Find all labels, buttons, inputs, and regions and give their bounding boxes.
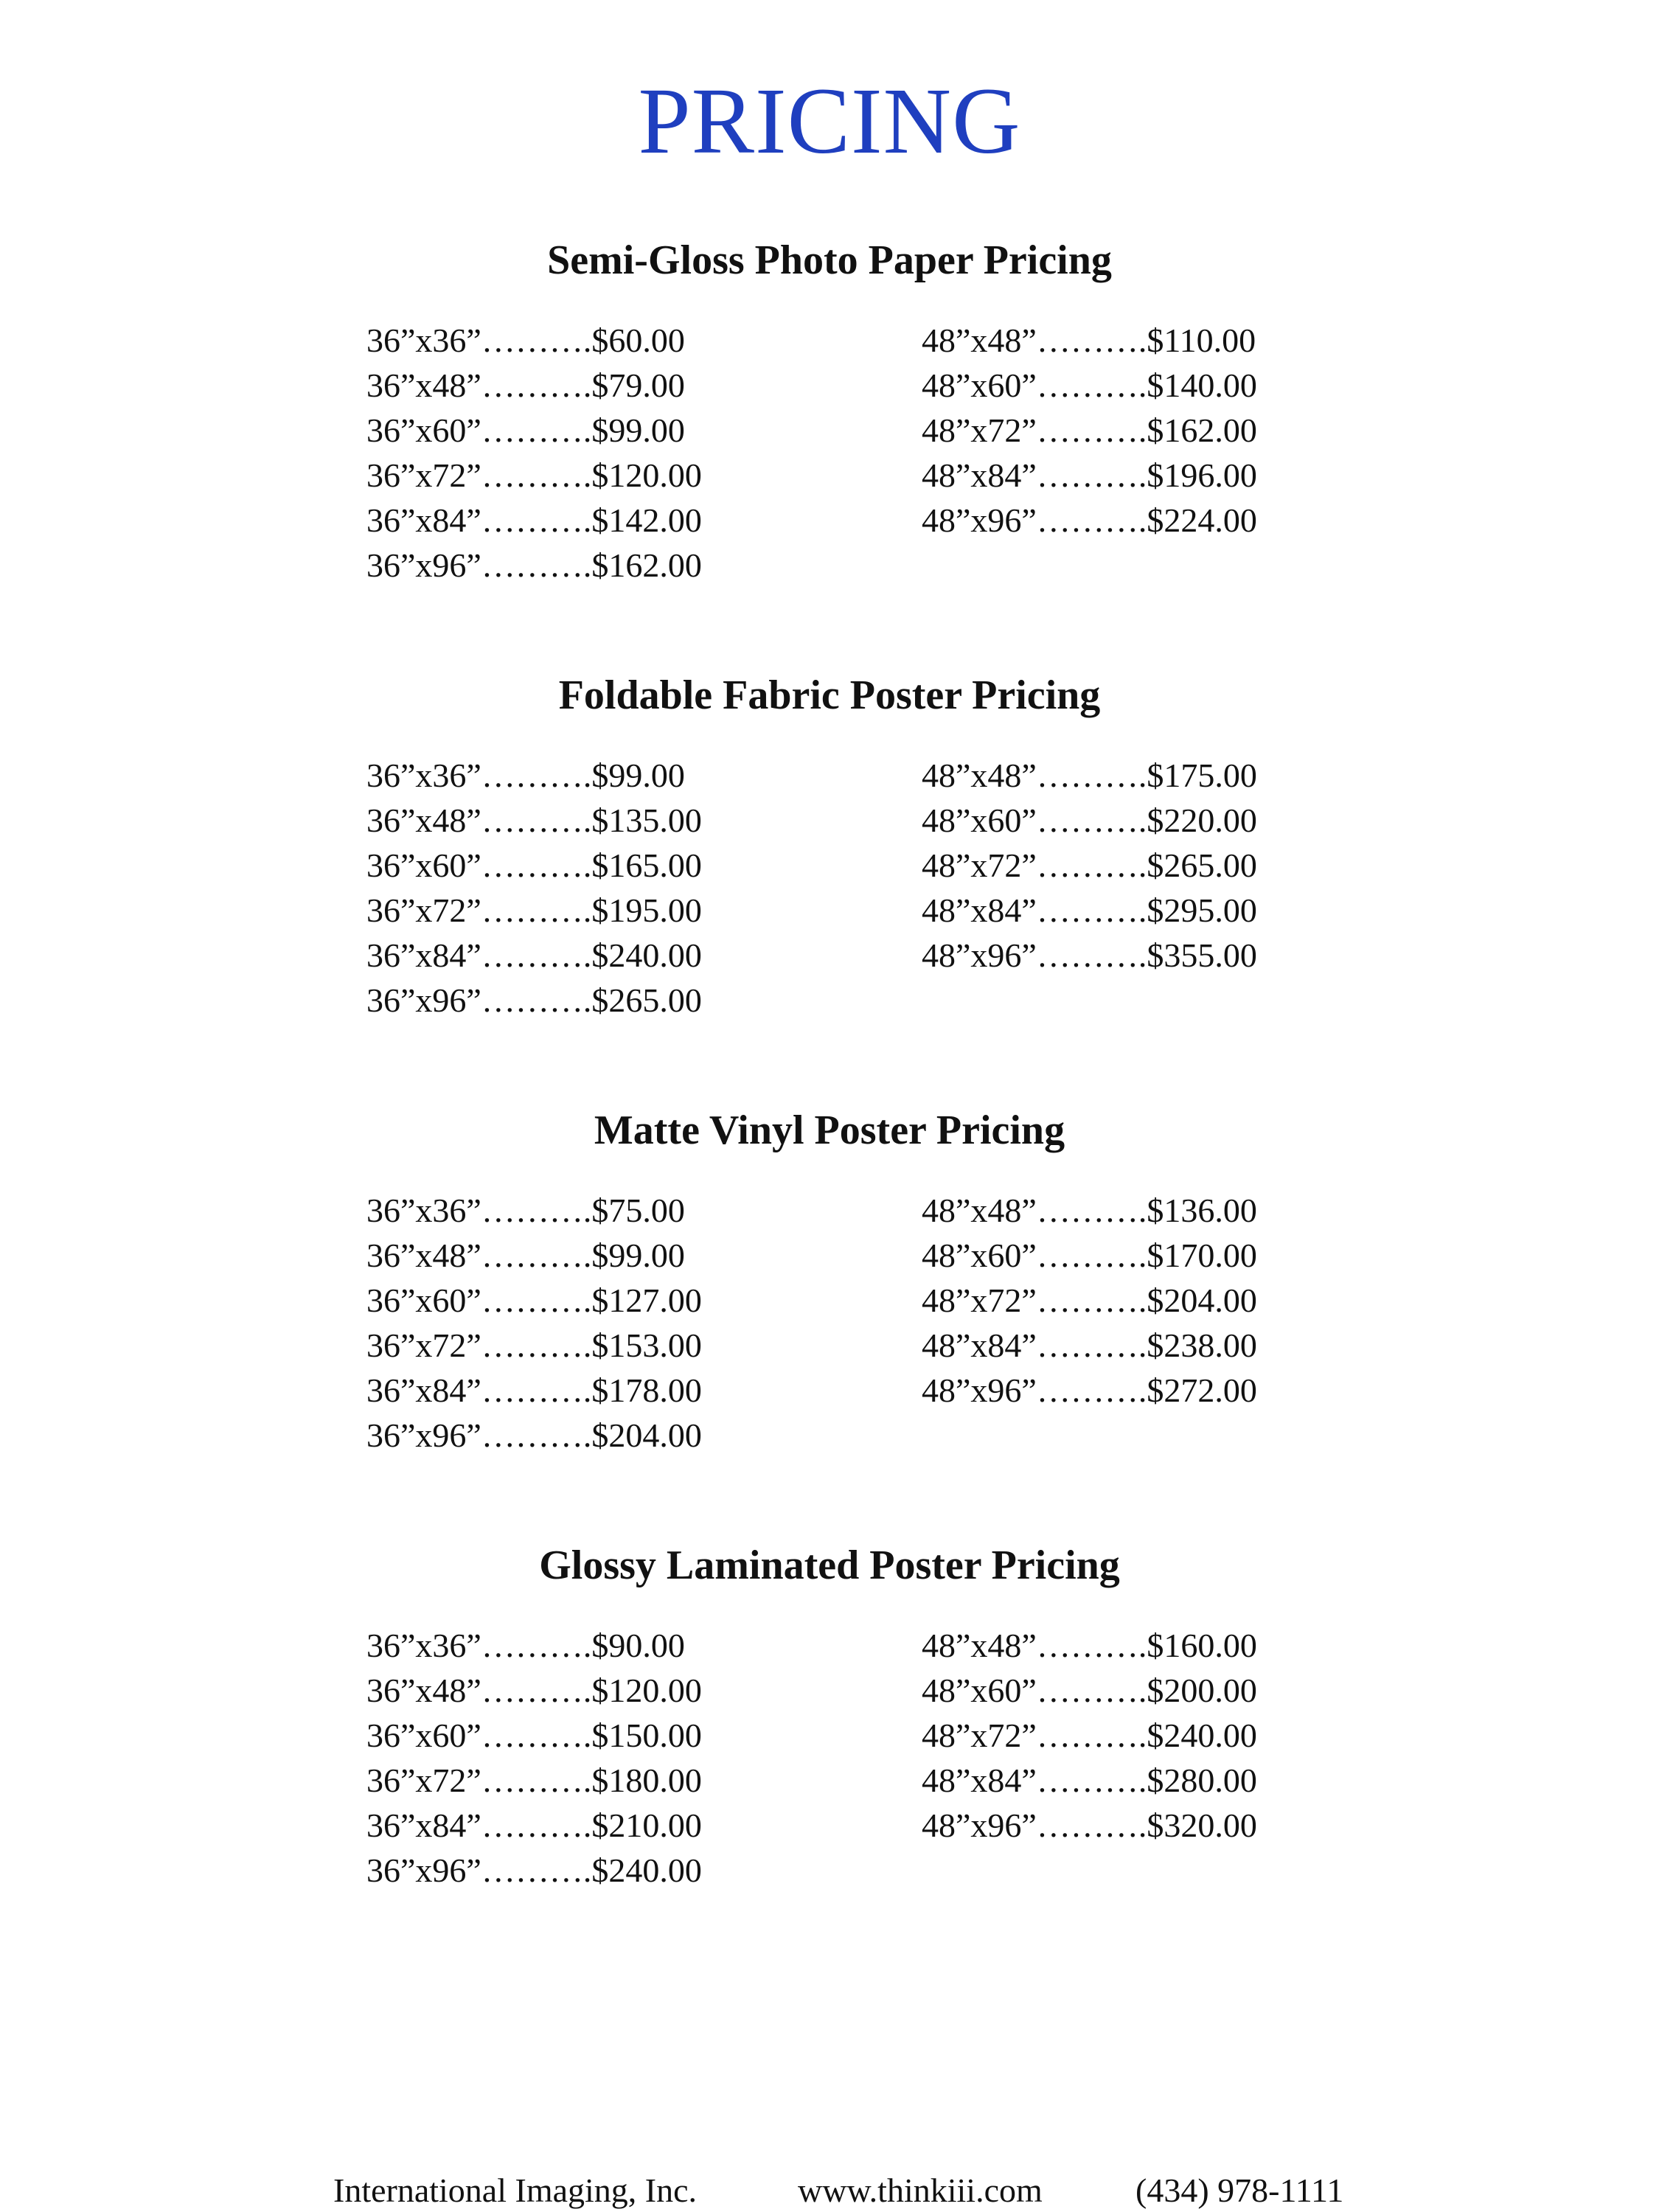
price-value: $120.00 — [591, 1672, 702, 1709]
poster-size: 36”x60” — [366, 411, 481, 449]
dot-leader: ………. — [481, 1806, 592, 1844]
dot-leader: ………. — [481, 891, 592, 929]
dot-leader: ………. — [1036, 1281, 1147, 1319]
price-value: $295.00 — [1147, 891, 1257, 929]
dot-leader: ………. — [1036, 1627, 1147, 1664]
dot-leader: ………. — [1036, 1717, 1147, 1754]
price-value: $110.00 — [1147, 321, 1256, 359]
poster-size: 48”x60” — [922, 366, 1037, 404]
price-row — [922, 1668, 1257, 1713]
price-row — [922, 1323, 1257, 1368]
dot-leader: ………. — [481, 1627, 592, 1664]
dot-leader: ………. — [1036, 936, 1147, 974]
price-row — [366, 933, 702, 978]
price-value: $150.00 — [591, 1717, 702, 1754]
price-value: $99.00 — [591, 757, 685, 794]
poster-size: 36”x96” — [366, 981, 481, 1019]
footer-phone: (434) 978-1111 — [1135, 2171, 1344, 2209]
price-value: $204.00 — [1147, 1281, 1257, 1319]
price-row — [922, 498, 1257, 543]
price-value: $160.00 — [1147, 1627, 1257, 1664]
price-value: $162.00 — [591, 546, 702, 584]
poster-size: 48”x48” — [922, 757, 1037, 794]
price-row — [366, 498, 702, 543]
section-glossy-laminated-poster-pricing — [0, 1543, 1659, 1889]
dot-leader: ………. — [481, 1237, 592, 1274]
poster-size: 36”x72” — [366, 1326, 481, 1364]
poster-size: 36”x84” — [366, 501, 481, 539]
price-row — [922, 1623, 1257, 1668]
page-title: PRICING — [638, 69, 1021, 173]
price-value: $99.00 — [591, 411, 685, 449]
section-semi-gloss-photo-paper-pricing — [0, 237, 1659, 584]
dot-leader: ………. — [481, 1326, 592, 1364]
poster-size: 36”x72” — [366, 456, 481, 494]
price-value: $140.00 — [1147, 366, 1257, 404]
price-row — [366, 408, 702, 453]
price-value: $238.00 — [1147, 1326, 1257, 1364]
price-value: $204.00 — [591, 1416, 702, 1454]
dot-leader: ………. — [1036, 501, 1147, 539]
price-value: $272.00 — [1147, 1371, 1257, 1409]
poster-size: 48”x96” — [922, 1371, 1037, 1409]
price-row — [922, 1368, 1257, 1413]
price-row — [366, 843, 702, 888]
price-row — [366, 1848, 702, 1893]
footer-website-link[interactable]: www.thinkiii.com — [798, 2171, 1043, 2209]
poster-size: 36”x36” — [366, 1627, 481, 1664]
dot-leader: ………. — [481, 1371, 592, 1409]
dot-leader: ………. — [481, 366, 592, 404]
poster-size: 36”x48” — [366, 1672, 481, 1709]
price-value: $195.00 — [591, 891, 702, 929]
price-value: $175.00 — [1147, 757, 1257, 794]
price-row — [922, 1758, 1257, 1803]
dot-leader: ………. — [1036, 801, 1147, 839]
price-row — [922, 1713, 1257, 1758]
poster-size: 48”x60” — [922, 1672, 1037, 1709]
dot-leader: ………. — [481, 321, 592, 359]
price-value: $200.00 — [1147, 1672, 1257, 1709]
dot-leader: ………. — [1036, 1672, 1147, 1709]
price-row — [366, 543, 702, 588]
poster-size: 36”x96” — [366, 1416, 481, 1454]
price-row — [366, 888, 702, 933]
dot-leader: ………. — [1036, 366, 1147, 404]
dot-leader: ………. — [1036, 757, 1147, 794]
poster-size: 36”x60” — [366, 1281, 481, 1319]
poster-size: 36”x60” — [366, 1717, 481, 1754]
price-row — [366, 1713, 702, 1758]
poster-size: 36”x84” — [366, 1806, 481, 1844]
poster-size: 48”x72” — [922, 846, 1037, 884]
poster-size: 48”x48” — [922, 321, 1037, 359]
poster-size: 36”x36” — [366, 321, 481, 359]
price-row — [922, 933, 1257, 978]
dot-leader: ………. — [481, 1717, 592, 1754]
price-value: $153.00 — [591, 1326, 702, 1364]
price-row — [922, 843, 1257, 888]
poster-size: 48”x84” — [922, 1326, 1037, 1364]
price-row — [366, 1758, 702, 1803]
price-value: $165.00 — [591, 846, 702, 884]
price-row — [922, 363, 1257, 408]
poster-size: 48”x84” — [922, 891, 1037, 929]
price-column-right — [922, 1623, 1257, 1848]
poster-size: 48”x84” — [922, 456, 1037, 494]
dot-leader: ………. — [481, 456, 592, 494]
poster-size: 48”x96” — [922, 501, 1037, 539]
dot-leader: ………. — [1036, 1761, 1147, 1799]
price-row — [366, 1278, 702, 1323]
price-value: $355.00 — [1147, 936, 1257, 974]
dot-leader: ………. — [1036, 456, 1147, 494]
price-row — [922, 318, 1257, 363]
dot-leader: ………. — [1036, 1371, 1147, 1409]
dot-leader: ………. — [1036, 411, 1147, 449]
price-value: $75.00 — [591, 1192, 685, 1229]
dot-leader: ………. — [1036, 846, 1147, 884]
price-row — [366, 1233, 702, 1278]
poster-size: 36”x36” — [366, 757, 481, 794]
poster-size: 36”x60” — [366, 846, 481, 884]
price-row — [922, 1278, 1257, 1323]
price-value: $162.00 — [1147, 411, 1257, 449]
price-column-left — [366, 318, 702, 588]
poster-size: 36”x84” — [366, 1371, 481, 1409]
poster-size: 48”x96” — [922, 936, 1037, 974]
price-value: $170.00 — [1147, 1237, 1257, 1274]
price-row — [922, 888, 1257, 933]
price-value: $99.00 — [591, 1237, 685, 1274]
price-value: $240.00 — [1147, 1717, 1257, 1754]
price-value: $280.00 — [1147, 1761, 1257, 1799]
price-value: $220.00 — [1147, 801, 1257, 839]
price-value: $178.00 — [591, 1371, 702, 1409]
dot-leader: ………. — [1036, 1326, 1147, 1364]
poster-size: 36”x48” — [366, 366, 481, 404]
price-value: $265.00 — [1147, 846, 1257, 884]
footer-company: International Imaging, Inc. — [333, 2171, 698, 2209]
poster-size: 48”x84” — [922, 1761, 1037, 1799]
price-row — [366, 753, 702, 798]
price-row — [366, 978, 702, 1023]
dot-leader: ………. — [481, 801, 592, 839]
price-value: $142.00 — [591, 501, 702, 539]
price-row — [366, 363, 702, 408]
poster-size: 36”x48” — [366, 801, 481, 839]
price-value: $180.00 — [591, 1761, 702, 1799]
price-row — [366, 1188, 702, 1233]
dot-leader: ………. — [481, 1416, 592, 1454]
price-value: $196.00 — [1147, 456, 1257, 494]
poster-size: 48”x48” — [922, 1627, 1037, 1664]
poster-size: 36”x84” — [366, 936, 481, 974]
price-row — [366, 1413, 702, 1458]
poster-size: 36”x36” — [366, 1192, 481, 1229]
dot-leader: ………. — [481, 1851, 592, 1889]
dot-leader: ………. — [481, 1192, 592, 1229]
dot-leader: ………. — [1036, 321, 1147, 359]
poster-size: 48”x72” — [922, 1717, 1037, 1754]
dot-leader: ………. — [481, 846, 592, 884]
price-value: $127.00 — [591, 1281, 702, 1319]
dot-leader: ………. — [481, 1281, 592, 1319]
section-heading: Matte Vinyl Poster Pricing — [594, 1107, 1065, 1153]
poster-size: 48”x60” — [922, 801, 1037, 839]
price-row — [366, 1803, 702, 1848]
poster-size: 48”x60” — [922, 1237, 1037, 1274]
poster-size: 36”x96” — [366, 1851, 481, 1889]
dot-leader: ………. — [481, 546, 592, 584]
price-row — [366, 798, 702, 843]
price-column-left — [366, 1623, 702, 1893]
price-row — [922, 1803, 1257, 1848]
section-matte-vinyl-poster-pricing — [0, 1107, 1659, 1454]
dot-leader: ………. — [481, 1761, 592, 1799]
price-column-left — [366, 1188, 702, 1458]
dot-leader: ………. — [481, 981, 592, 1019]
price-column-right — [922, 1188, 1257, 1413]
price-value: $90.00 — [591, 1627, 685, 1664]
price-value: $79.00 — [591, 366, 685, 404]
price-value: $320.00 — [1147, 1806, 1257, 1844]
dot-leader: ………. — [1036, 1237, 1147, 1274]
poster-size: 36”x72” — [366, 891, 481, 929]
dot-leader: ………. — [1036, 1192, 1147, 1229]
price-row — [922, 453, 1257, 498]
price-value: $240.00 — [591, 1851, 702, 1889]
dot-leader: ………. — [481, 936, 592, 974]
poster-size: 36”x48” — [366, 1237, 481, 1274]
dot-leader: ………. — [1036, 1806, 1147, 1844]
poster-size: 48”x72” — [922, 411, 1037, 449]
dot-leader: ………. — [481, 501, 592, 539]
poster-size: 36”x72” — [366, 1761, 481, 1799]
price-row — [366, 453, 702, 498]
dot-leader: ………. — [1036, 891, 1147, 929]
poster-size: 48”x48” — [922, 1192, 1037, 1229]
price-value: $60.00 — [591, 321, 685, 359]
dot-leader: ………. — [481, 1672, 592, 1709]
price-row — [366, 1323, 702, 1368]
price-row — [366, 318, 702, 363]
price-column-left — [366, 753, 702, 1023]
price-value: $240.00 — [591, 936, 702, 974]
price-value: $135.00 — [591, 801, 702, 839]
price-column-right — [922, 753, 1257, 978]
poster-size: 48”x72” — [922, 1281, 1037, 1319]
price-value: $210.00 — [591, 1806, 702, 1844]
section-heading: Glossy Laminated Poster Pricing — [539, 1543, 1120, 1588]
price-row — [922, 408, 1257, 453]
poster-size: 36”x96” — [366, 546, 481, 584]
price-row — [922, 798, 1257, 843]
section-foldable-fabric-poster-pricing — [0, 672, 1659, 1019]
price-value: $224.00 — [1147, 501, 1257, 539]
dot-leader: ………. — [481, 411, 592, 449]
price-row — [922, 1233, 1257, 1278]
price-row — [366, 1368, 702, 1413]
section-heading: Foldable Fabric Poster Pricing — [558, 672, 1101, 718]
price-value: $265.00 — [591, 981, 702, 1019]
price-column-right — [922, 318, 1257, 543]
dot-leader: ………. — [481, 757, 592, 794]
price-value: $120.00 — [591, 456, 702, 494]
poster-size: 48”x96” — [922, 1806, 1037, 1844]
price-row — [922, 1188, 1257, 1233]
section-heading: Semi-Gloss Photo Paper Pricing — [547, 237, 1112, 283]
price-row — [366, 1668, 702, 1713]
price-row — [366, 1623, 702, 1668]
price-value: $136.00 — [1147, 1192, 1257, 1229]
price-row — [922, 753, 1257, 798]
